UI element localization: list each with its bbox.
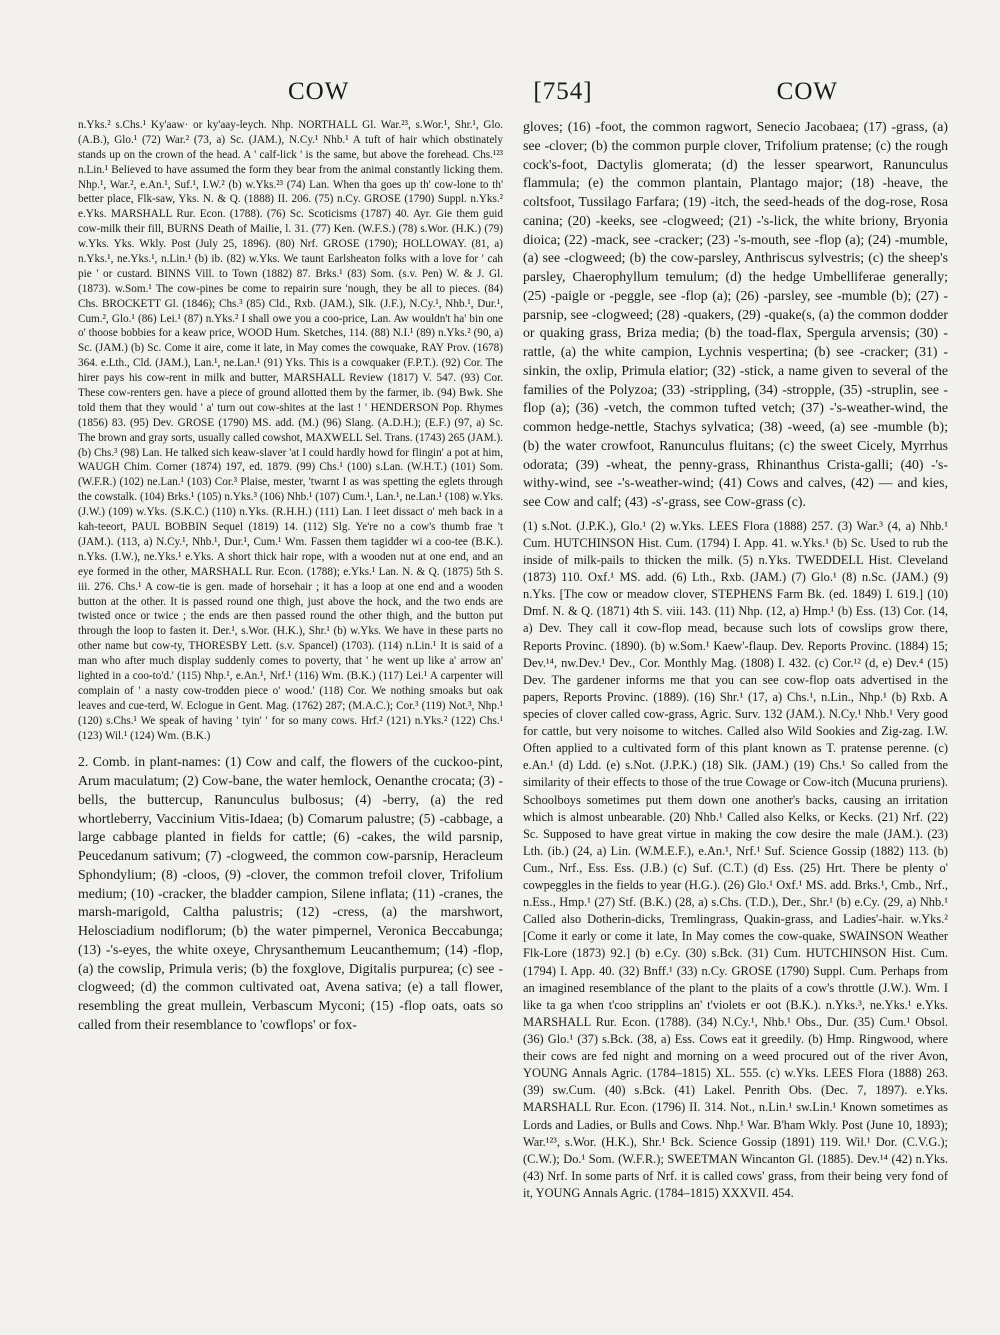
page-number: [754] <box>533 78 593 105</box>
header-left-word: COW <box>288 78 350 105</box>
right-column-citations: (1) s.Not. (J.P.K.), Glo.¹ (2) w.Yks. LEES Flora (1888) 257. (3) War.³ (4, a) Nhb.¹ Cum. HUTCHINSON Hist. Cum. (1794) I. App. 41. w.Yks.¹ (b) Sc. Used to rub the inside of milk-pails to thicken the milk. (5) n.Yks. TWEDDELL Hist. Cleveland (1873) 110. Oxf.¹ MS. add. (6) Lth., Rxb. (JAM.) (7) Glo.¹ (8) n.Sc. (JAM.) (9) n.Yks. [The cow or meadow clover, STEPHENS Farm Bk. (ed. 1849) I. 619.] (10) Dmf. N. & Q. (1871) 4th S. viii. 143. (11) Nhp. (12, a) Hmp.¹ (b) Ess. (13) Cor. (14, a) Dev. They call it cow-flop mead, because such lots of cowslips grow there, Reports Provinc. (1890). (b) w.Som.¹ Kaew'-flaup. Dev. Reports Provinc. (1884) 15; Dev.¹⁴, nw.Dev.¹ Dev., Cor. Monthly Mag. (1808) I. 432. (c) Cor.¹² (d, e) Dev.⁴ (15) Dev. The gardener informs me that you can see cow-flop oats advertised in the papers, Reports Provinc. (1889). (16) Shr.¹ (17, a) Chs.¹, n.Lin., Nhp.¹ (b) Rxb. A species of clover called cow-grass, Agric. Surv. 132 (JAM.). N.Cy.¹ Nhb.¹ Very good for cattle, but very noisome to witches. Called also Wild Sookies and Zig-zag. I.W. Often applied to a cultivated form of this plant known as T. pratense perenne. (c) e.An.¹ (d) Ldd. (e) s.Not. (J.P.K.) (18) Slk. (JAM.) (19) Chs.¹ So called from the similarity of their effects to those of the true Cowage or Cow-itch (Mucuna pruriens). Schoolboys sometimes put them down one another's backs, causing an irritation which is almost unbearable. (20) Nhb.¹ Called also Kelks, or Kecks. (21) Nrf. (22) Sc. Supposed to have great virtue in making the cow desire the male (JAM.). (23) Lth. (ib.) (24, a) Lin. (W.M.E.F.), e.An.¹, Nrf.¹ Suf. Science Gossip (1882) 113. (b) Cum., Nrf., Ess. Ess. (J.B.) (c) Suf. (C.T.) (d) Ess. (25) Hrt. There be plenty o' cowpeggles in the fields to year (H.G.). (26) Glo.¹ Oxf.¹ MS. add. Brks.¹, Cmb., Nrf., n.Ess., Hmp.¹ (27) Stf. (B.K.) (28, a) s.Chs. (T.D.), Der., Shr.¹ (b) e.Cy. (29, a) Nhb.¹ Called also Dotherin-dicks, Tremlingrass, Quakin-grass, and Ladies'-hair. w.Yks.² [Come it early or come it late, In May comes the cow-quake, SWAINSON Weather Flk-Lore (1873) 92.] (b) e.Cy. (30) s.Bck. (31) Cum. HUTCHINSON Hist. Cum. (1794) I. App. 40. (32) Bnff.¹ (33) n.Cy. GROSE (1790) Suppl. Cum. Perhaps from an imagined resemblance of the plant to the plaits of a cow's throttle (J.W.). Wm. I like ta ga when t'coo stripplins an' t'violets er oot (B.K.). n.Yks.³, ne.Yks.¹ e.Yks. MARSHALL Rur. Econ. (1788). (34) N.Cy.¹, Nhb.¹ Obs., Dur. (35) Cum.¹ Obsol. (36) Glo.¹ (37) s.Bck. (38, a) Ess. Cows eat it greedily. (b) Hmp. Ringwood, where their cows are fed night and morning on a weed procured out of the river Avon, YOUNG Annals Agric. (1784–1815) XL. 555. (c) w.Yks. LEES Flora (1888) 263. (39) sw.Cum. (40) s.Bck. (41) Lakel. Penrith Obs. (Dec. 7, 1897). e.Yks. MARSHALL Rur. Econ. (1796) II. 314. Not., n.Lin.¹ sw.Lin.¹ Known sometimes as Lords and Ladies, or Bulls and Cows. Nhp.¹ War. B'ham Wkly. Post (June 10, 1893); War.¹²³, s.Wor. (H.K.), Shr.¹ Bck. Science Gossip (1891) 119. Wil.¹ Dor. (C.V.G.); (C.W.); Do.¹ Som. (W.F.R.); SWEETMAN Wincanton Gl. (1885). Dev.¹⁴ (42) n.Yks. (43) Nrf. In some parts of Nrf. it is called cows' grass, from their being very fond of it, YOUNG Annals Agric. (1784–1815) XXXVII. 454. <box>523 518 948 1201</box>
running-header <box>78 78 948 118</box>
header-right-word: COW <box>776 78 838 105</box>
comb-plant-names: 2. Comb. in plant-names: (1) Cow and calf, the flowers of the cuckoo-pint, Arum maculatum; (2) Cow-bane, the water hemlock, Oenanthe crocata; (3) -bells, the buttercup, Ranunculus bulbosus; (4) -berry, (a) the red whortleberry, Vaccinium Vitis-Idaea; (b) Comarum palustre; (5) -cabbage, a large cabbage planted in fields for cattle; (6) -cakes, the wild parsnip, Peucedanum sativum; (7) -clogweed, the common cow-parsnip, Heracleum Sphondylium; (8) -cloos, (9) -clover, the common trefoil clover, Trifolium medium; (10) -cracker, the bladder campion, Silene inflata; (11) -cranes, the marsh-marigold, Caltha palustris; (12) -cress, (a) the marshwort, Helosciadium nodiflorum; (b) the water pimpernel, Veronica Beccabunga; (13) -'s-eyes, the white oxeye, Chrysanthemum Leucanthemum; (14) -flop, (a) the cowslip, Primula veris; (b) the foxglove, Digitalis purpurea; (c) see -clogweed; (d) the common cultivated oat, Avena sativa; (e) a tall flower, resembling the great mullein, Verbascum Myconi; (15) -flop oats, oats so called from their resemblance to 'cowflops' or fox- <box>78 754 503 1032</box>
right-column-plant-names: gloves; (16) -foot, the common ragwort, Senecio Jacobaea; (17) -grass, (a) see -clover; (b) the common purple clover, Trifolium pratense; (c) the rough cock's-foot, Dactylis glomerata; (d) the lesser spearwort, Ranunculus flammula; (e) the common plantain, Plantago major; (18) -heave, the coltsfoot, Tussilago Farfara; (19) -itch, the seed-heads of the dog-rose, Rosa canina; (20) -keeks, see -clogweed; (21) -'s-lick, the white briony, Bryonia dioica; (22) -mack, see -cracker; (23) -'s-mouth, see -flop (a); (24) -mumble, (a) see -clogweed; (b) the cow-parsley, Anthriscus sylvestris; (c) the sheep's parsley, Chaerophyllum temulum; (d) the hedge Umbelliferae generally; (25) -paigle or -peggle, see -flop (a); (26) -parsley, see -mumble (b); (27) -parsnip, see -clogweed; (28) -quakers, (29) -quake(s, (a) the common dodder or quaking grass, Briza media; (b) the toad-flax, Spergula arvensis; (30) -rattle, (a) the white campion, Lychnis vespertina; (b) see -cracker; (31) -sinkin, the oxlip, Primula elatior; (32) -stick, a name given to several of the families of the Polyzoa; (33) -strippling, (34) -stropple, (35) -struplin, see -flop (a); (36) -vetch, the common tufted vetch; (37) -'s-weather-wind, the common hedge-nettle, Stachys sylvatica; (38) -weed, (a) see -mumble (b); (b) the water crowfoot, Ranunculus fluitans; (c) the sweet Cicely, Myrrhus odorata; (39) -wheat, the penny-grass, Rhinanthus Crista-galli; (40) -'s-withy-wind, see -'s-weather-wind; (41) Cows and calves, (42) — and kies, see Cow and calf; (43) -s'-grass, see Cow-grass (c). <box>523 119 948 509</box>
right-column <box>523 118 948 1295</box>
left-column <box>78 118 503 1295</box>
text-columns <box>78 118 948 1295</box>
left-column-entries: n.Yks.² s.Chs.¹ Ky'aaw· or ky'aay-leych. Nhp. NORTHALL Gl. War.²³, s.Wor.¹, Shr.¹, Glo. (A.B.), Glo.¹ (72) War.² (73, a) Sc. (JAM.), N.Cy.¹ Nhb.¹ A tuft of hair which obstinately stands up on the crown of the head. A ' calf-lick ' is the same, but above the forehead. Chs.¹²³ n.Lin.¹ Believed to have assumed the form they bear from the animal constantly licking them. Nhp.¹, War.², e.An.¹, Suf.¹, I.W.² (b) w.Yks.²³ (74) Lan. When tha goes up th' cow-lone to th' better place, Flk-saw, Yks. N. & Q. (1888) II. 206. (75) n.Cy. GROSE (1790) Suppl. n.Yks.² e.Yks. MARSHALL Rur. Econ. (1788). (76) Sc. Scoticisms (1787) 40. Ayr. Gie them guid cow-milk their fill, BURNS Death of Mailie, l. 31. (77) Ken. (W.F.S.) (78) s.Wor. (H.K.) (79) w.Yks. Yks. Wkly. Post (July 25, 1896). (80) Nrf. GROSE (1790); HOLLOWAY. (81, a) n.Yks.¹, ne.Yks.¹, n.Lin.¹ (b) ib. (82) w.Yks. We taunt Earlsheaton folks with a love for ' cah pie ' or custard. BINNS Vill. to Town (1882) 87. Brks.¹ (83) Som. (s.v. Pen) W. & J. Gl. (1873). w.Som.¹ The cow-pines be come to repairin sure 'nough, they be all to pieces. (84) Chs. BROCKETT Gl. (1846); Chs.³ (85) Cld., Rxb. (JAM.), Slk. (J.F.), N.Cy.¹, Nhb.¹, Dur.¹, Cum.², Glo.¹ (86) Lei.¹ (87) n.Yks.² I shall owe you a coo-price, Lan. Aw wouldn't ha' bin one o' thoose bobbies for a keaw price, WOOD Hum. Sketches, 114. (88) N.I.¹ (89) n.Yks.² (90, a) Sc. (JAM.) (b) Sc. Come it aire, come it late, in May comes the cowquake, RAY Prov. (1678) 364. e.Lth., Cld. (JAM.), Lan.¹, ne.Lan.¹ (91) Yks. This is a cowquaker (F.P.T.). (92) Cor. The hirer pays his cow-rent in milk and butter, MARSHALL Review (1817) V. 547. (93) Cor. These cow-renters gen. have a piece of ground allotted them by the farmer, ib. (94) Bwk. She told them that they would ' a' turn out cow-shites at the last ! ' HENDERSON Pop. Rhymes (1856) 83. (95) Dev. GROSE (1790) MS. add. (M.) (96) Slang. (A.D.H.); (E.F.) (97, a) Sc. The brown and gray sorts, usually called cowshot, MAXWELL Sel. Trans. (1743) 265 (JAM.). (b) Chs.³ (98) Lan. He talked sich keaw-slaver 'at I could hardly howd for flingin' a pot at him, WAUGH Chim. Corner (1874) 197, ed. 1879. (99) Chs.¹ (100) s.Lan. (W.H.T.) (101) Som. (W.F.R.) (102) ne.Lan.¹ (103) Cor.³ Plaise, mester, 'twarnt I as was spetting the eglets through the cowstalk. (104) Brks.¹ (105) n.Yks.³ (106) Nhb.¹ (107) Cum.¹, Lan.¹, ne.Lan.¹ (108) w.Yks. (J.W.) (109) w.Yks. (S.K.C.) (110) n.Yks. (R.H.H.) (111) Lan. I leet dissact o' meh back in a kah-teeort, PAUL BOBBIN Sequel (1819) 14. (112) Slg. Ye're no a cow's thumb frae 't (JAM.). (113, a) N.Cy.¹, Nhb.¹, Dur.¹, Cum.¹ Wm. Fassen them tagidder wi a coo-tee (B.K.). n.Yks. (I.W.), ne.Yks.¹ e.Yks. A short thick hair rope, with a wooden nut at one end, and an eye formed in the other, MARSHALL Rur. Econ. (1788); e.Yks.¹ Lan. N. & Q. (1875) 5th S. iii. 276. Chs.¹ A cow-tie is gen. made of horsehair ; it has a loop at one end and a wooden button at the other. It is passed round one thigh, just above the hock, and the two ends are twisted once or twice ; the ends are then passed round the other thigh, and the button put through the loop to fasten it. Der.¹, s.Wor. (H.K.), Shr.¹ (b) w.Yks. We have in these parts no other name but cow-ty, THORESBY Lett. (s.v. Spancel) (1703). (114) n.Lin.¹ It is said of a man who after much display suddenly comes to poverty, that ' he went up like a' arrow an' lighted in a coo-to'd.' (115) Nhp.¹, e.An.¹, Nrf.¹ (116) Wm. (B.K.) (117) Lei.¹ A carpenter will complain of ' a nasty cow-trodden piece o' wood.' (118) Cor. We nothing smoaks but oak leaves and cue-terd, W. Eclogue in Gent. Mag. (1762) 287; (M.A.C.); Cor.³ (119) Not.³, Nhp.¹ (120) s.Chs.¹ We speak of having ' tyin' ' for so many cows. Hrf.² (121) n.Yks.² (122) Chs.¹ (123) Wil.¹ (124) Wm. (B.K.) <box>78 119 503 742</box>
